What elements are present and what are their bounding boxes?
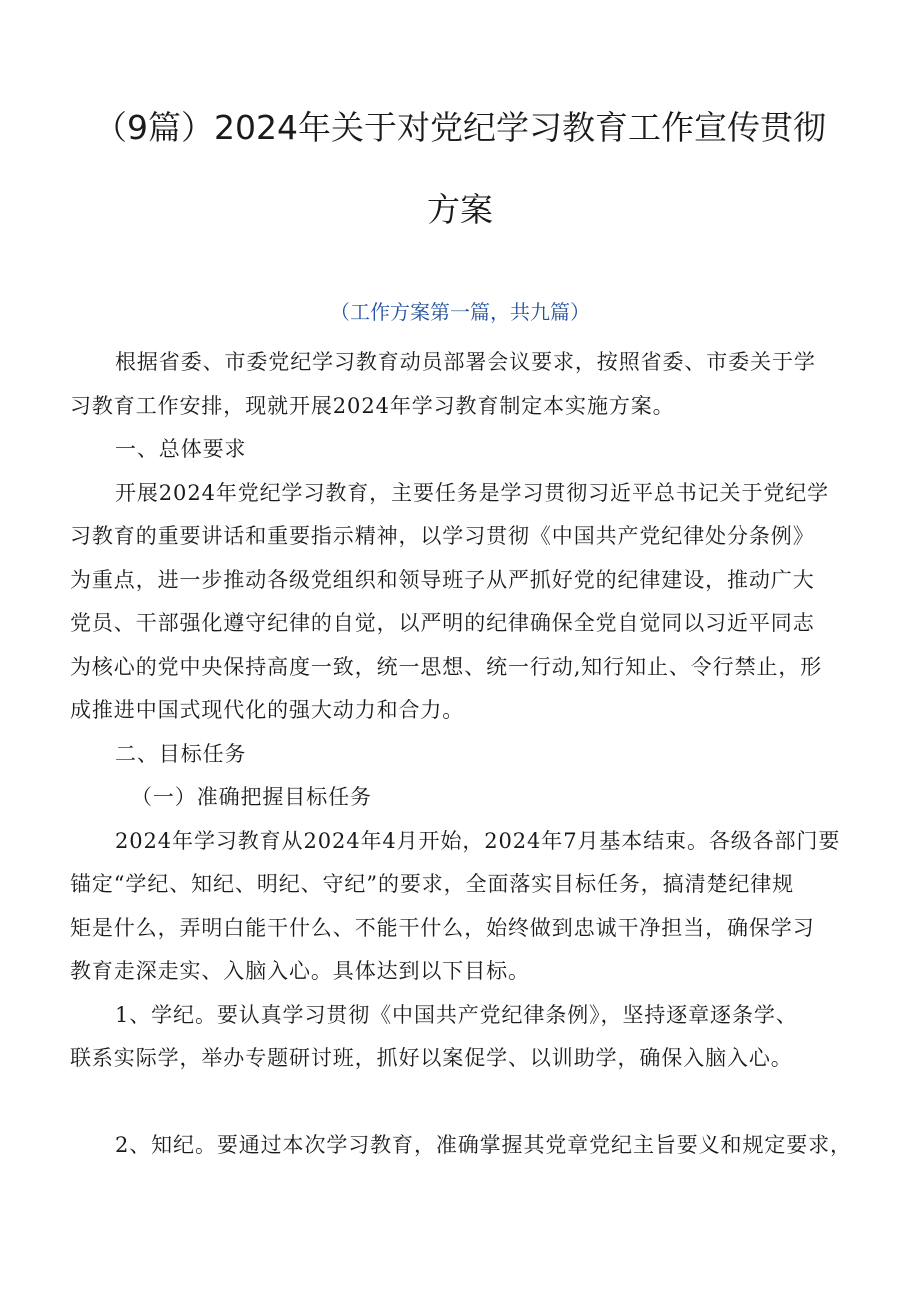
subsection-heading: （一）准确把握目标任务	[131, 785, 372, 809]
section-heading: 二、目标任务	[115, 741, 247, 766]
paragraph-line: 成推进中国式现代化的强大动力和合力。	[70, 698, 465, 722]
paragraph-line: 习教育的重要讲话和重要指示精神，以学习贯彻《中国共产党纪律处分条例》	[70, 524, 815, 548]
paragraph-line: 根据省委、市委党纪学习教育动员部署会议要求，按照省委、市委关于学	[115, 350, 816, 374]
document-body	[70, 341, 860, 1168]
paragraph-line: 党员、干部强化遵守纪律的自觉，以严明的纪律确保全党自觉同以习近平同志	[70, 611, 815, 635]
paragraph-line: 2、知纪。要通过本次学习教育，准确掌握其党章党纪主旨要义和规定要求，	[115, 1133, 852, 1157]
paragraph-line: 开展2024年党纪学习教育，主要任务是学习贯彻习近平总书记关于党纪学	[115, 480, 830, 505]
paragraph-line: 矩是什么，弄明白能干什么、不能干什么，始终做到忠诚干净担当，确保学习	[70, 915, 815, 940]
paragraph-line: 教育走深走实、入脑入心。具体达到以下目标。	[70, 959, 530, 983]
paragraph-line: 习教育工作安排，现就开展2024年学习教育制定本实施方案。	[70, 393, 675, 418]
section-heading: 一、总体要求	[115, 437, 247, 461]
paragraph-line: 2024年学习教育从2024年4月开始，2024年7月基本结束。各级各部门要	[115, 828, 841, 853]
document-title-line-2: 方案	[427, 190, 493, 229]
document-subtitle: （工作方案第一篇，共九篇）	[330, 300, 590, 324]
paragraph-line: 锚定“学纪、知纪、明纪、守纪”的要求，全面落实目标任务，搞清楚纪律规	[70, 872, 795, 896]
paragraph-line: 为核心的党中央保持高度一致，统一思想、统一行动,知行知止、令行禁止，形	[70, 654, 823, 679]
paragraph-line: 为重点，进一步推动各级党组织和领导班子从严抓好党的纪律建设，推动广大	[70, 567, 815, 592]
paragraph-line: 联系实际学，举办专题研讨班，抓好以案促学、以训助学，确保入脑入心。	[70, 1046, 793, 1070]
document-title-line-1: （9篇）2024年关于对党纪学习教育工作宣传贯彻	[94, 108, 826, 147]
paragraph-gap	[115, 1081, 860, 1125]
paragraph-line: 1、学纪。要认真学习贯彻《中国共产党纪律条例》，坚持逐章逐条学、	[115, 1002, 798, 1027]
